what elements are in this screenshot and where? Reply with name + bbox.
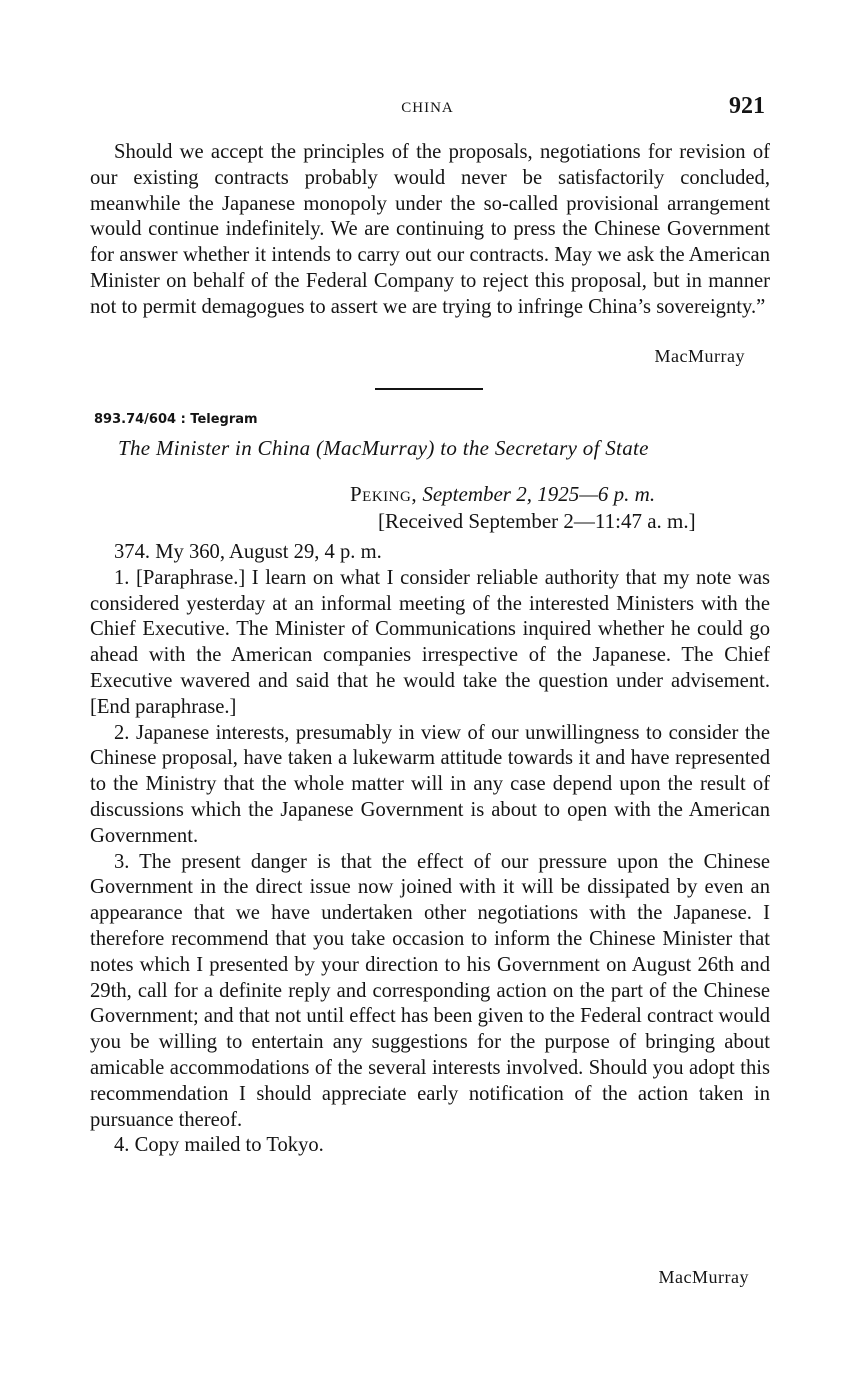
body-paragraph: 4. Copy mailed to Tokyo. xyxy=(114,1134,324,1157)
dateline-place: Peking, xyxy=(350,482,418,506)
file-reference: 893.74/604 : Telegram xyxy=(94,412,258,427)
second-document-body xyxy=(90,540,770,1159)
dateline xyxy=(350,482,655,507)
body-paragraph: 3. The present danger is that the effect of our pressure upon the Chinese Government in the direct issue now joined with it will be dissipated by even an appearance that we have undertaken other negotiations with the Japanese. I therefore recommend that you take occasion to inform the Chinese Minister that notes which I presented by your direction to his Government on August 26th and 29th, call for a definite reply and corresponding action on the part of the Chinese Government; and that not until effect has been given to the Federal contract would you be willing to entertain any suggestions for the purpose of bringing about amicable accommodations of the several interests involved. Should you adopt this recommendation I should appreciate early notification of the action taken in pursuance thereof. xyxy=(90,850,770,1131)
running-title: CHINA xyxy=(401,100,454,116)
document-title: The Minister in China (MacMurray) to the Secretary of State xyxy=(118,436,649,460)
signature: MacMurray xyxy=(654,346,745,366)
dateline-date: September 2, 1925—6 p. m. xyxy=(422,482,656,506)
section-divider xyxy=(375,388,483,390)
received-note: [Received September 2—11:47 a. m.] xyxy=(378,509,696,533)
signature: MacMurray xyxy=(658,1267,749,1287)
body-paragraph: Should we accept the principles of the proposals, negotiations for revision of our existing contracts probably would never be satisfactorily concluded, meanwhile the Japanese monopoly under the so-called provisional arrangement would continue indefinitely. We are continuing to press the Chinese Government for answer whether it intends to carry out our contracts. May we ask the American Minister on behalf of the Federal Company to reject this proposal, but in manner not to permit demagogues to assert we are trying to infringe China’s sovereignty.” xyxy=(90,141,770,318)
page-number: 921 xyxy=(729,93,765,119)
body-paragraph: 1. [Paraphrase.] I learn on what I consider reliable authority that my note was considered yesterday at an informal meeting of the interested Ministers with the Chief Executive. The Minister of Communications inquired whether he could go ahead with the American companies irrespective of the Japanese. The Chief Executive wavered and said that he would take the question under advisement. [End paraphrase.] xyxy=(90,566,770,718)
first-document-body xyxy=(90,140,770,321)
body-paragraph: 2. Japanese interests, presumably in view of our unwillingness to consider the Chinese proposal, have taken a lukewarm attitude towards it and have represented to the Ministry that the whole matter will in any case depend upon the result of discussions which the Japanese Government is about to open with the American Government. xyxy=(90,721,770,847)
running-head xyxy=(0,93,855,122)
message-number-paragraph: 374. My 360, August 29, 4 p. m. xyxy=(114,541,382,563)
